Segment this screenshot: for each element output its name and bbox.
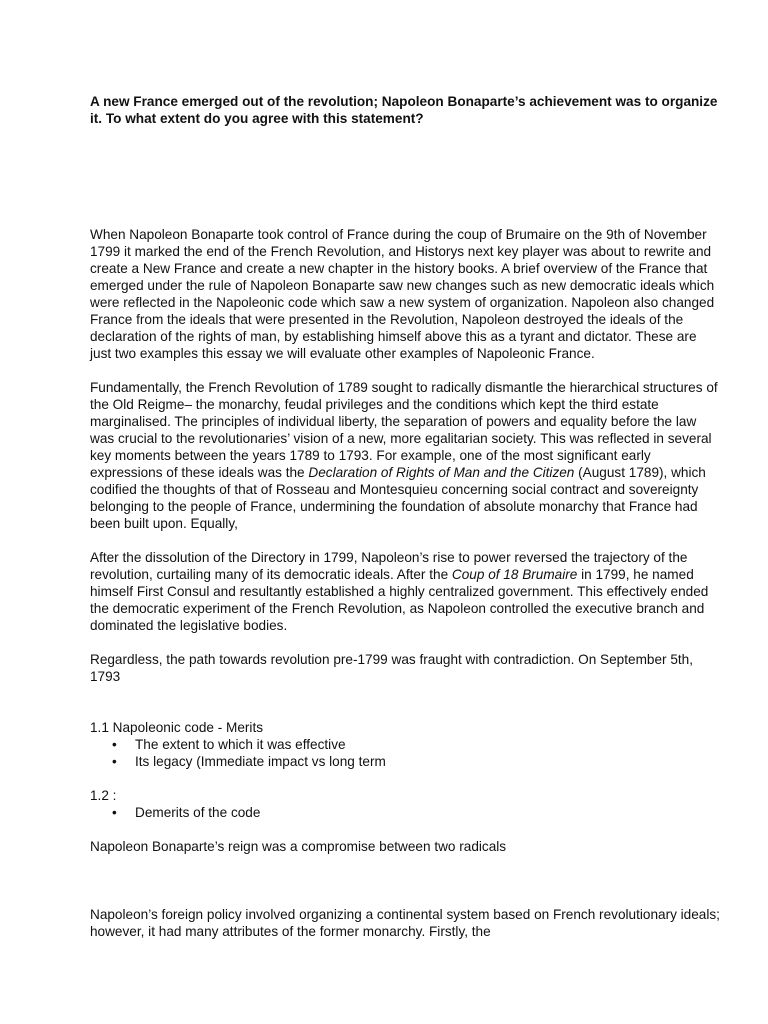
list-item-text: Its legacy (Immediate impact vs long term (135, 754, 386, 769)
list-item-text: Demerits of the code (135, 805, 261, 820)
paragraph-intro: When Napoleon Bonaparte took control of France during the coup of Brumaire on the 9th of November 1799 it marked the end of the French Revolution, and Historys next key player was about to rewrite and create a New France and create a new chapter in the history books. A brief overview of the France that emerged under the rule of Napoleon Bonaparte saw new changes such as new democratic ideals which were reflected in the Napoleonic code which saw a new system of organization. Napoleon also changed France from the ideals that were presented in the Revolution, Napoleon destroyed the ideals of the declaration of the rights of man, by establishing himself above this as a tyrant and dictator. These are just two examples this essay we will evaluate other examples of Napoleonic France. (90, 227, 715, 361)
section-2-heading: 1.2 : (90, 788, 117, 803)
section-2-bullets (90, 804, 720, 821)
list-item (90, 753, 720, 770)
paragraph-directory-text-2: in 1799, he named himself First Consul and resultantly established a highly centralized government. This effectively ended the democratic experiment of the French Revolution, as Napoleon controlled the executive branch and dominated the legislative bodies. (90, 567, 709, 633)
list-item (90, 804, 720, 821)
section-1-bullets (90, 736, 720, 770)
list-item (90, 736, 720, 753)
document-page (90, 93, 720, 940)
paragraph-revolution-text-2: (August 1789), which codified the thoughts of that of Rosseau and Montesquieu concerning social contract and sovereignty belonging to the people of France, undermining the foundation of absolute monarchy that France had been built upon. Equally, (90, 465, 706, 531)
bullet-icon: • (112, 754, 117, 769)
section-1-heading: 1.1 Napoleonic code - Merits (90, 720, 264, 735)
paragraph-revolution-text-1: Fundamentally, the French Revolution of 1789 sought to radically dismantle the hierarchical structures of the Old Reigme– the monarchy, feudal privileges and the conditions which kept the third estate marginalised. The principles of individual liberty, the separation of powers and equality before the law was crucial to the revolutionaries’ vision of a new, more egalitarian society. This was reflected in several key moments between the years 1789 to 1793. For example, one of the most significant early expressions of these ideals was the (90, 380, 718, 480)
paragraph-directory (90, 549, 720, 634)
bullet-icon: • (112, 737, 117, 752)
paragraph-revolution (90, 379, 720, 532)
coup-title: Coup of 18 Brumaire (451, 567, 578, 582)
declaration-title: Declaration of Rights of Man and the Citizen (308, 465, 575, 480)
paragraph-foreign-policy: Napoleon’s foreign policy involved organizing a continental system based on French revolutionary ideals; however, it had many attributes of the former monarchy. Firstly, the (90, 907, 720, 939)
paragraph-compromise: Napoleon Bonaparte’s reign was a compromise between two radicals (90, 839, 507, 854)
essay-title: A new France emerged out of the revolution; Napoleon Bonaparte’s achievement was to organize it. To what extent do you agree with this statement? (90, 94, 718, 126)
paragraph-contradiction: Regardless, the path towards revolution pre-1799 was fraught with contradiction. On September 5th, 1793 (90, 652, 693, 684)
bullet-icon: • (112, 805, 117, 820)
paragraph-directory-text-1: After the dissolution of the Directory in 1799, Napoleon’s rise to power reversed the trajectory of the revolution, curtailing many of its democratic ideals. After the (90, 550, 688, 582)
list-item-text: The extent to which it was effective (135, 737, 346, 752)
